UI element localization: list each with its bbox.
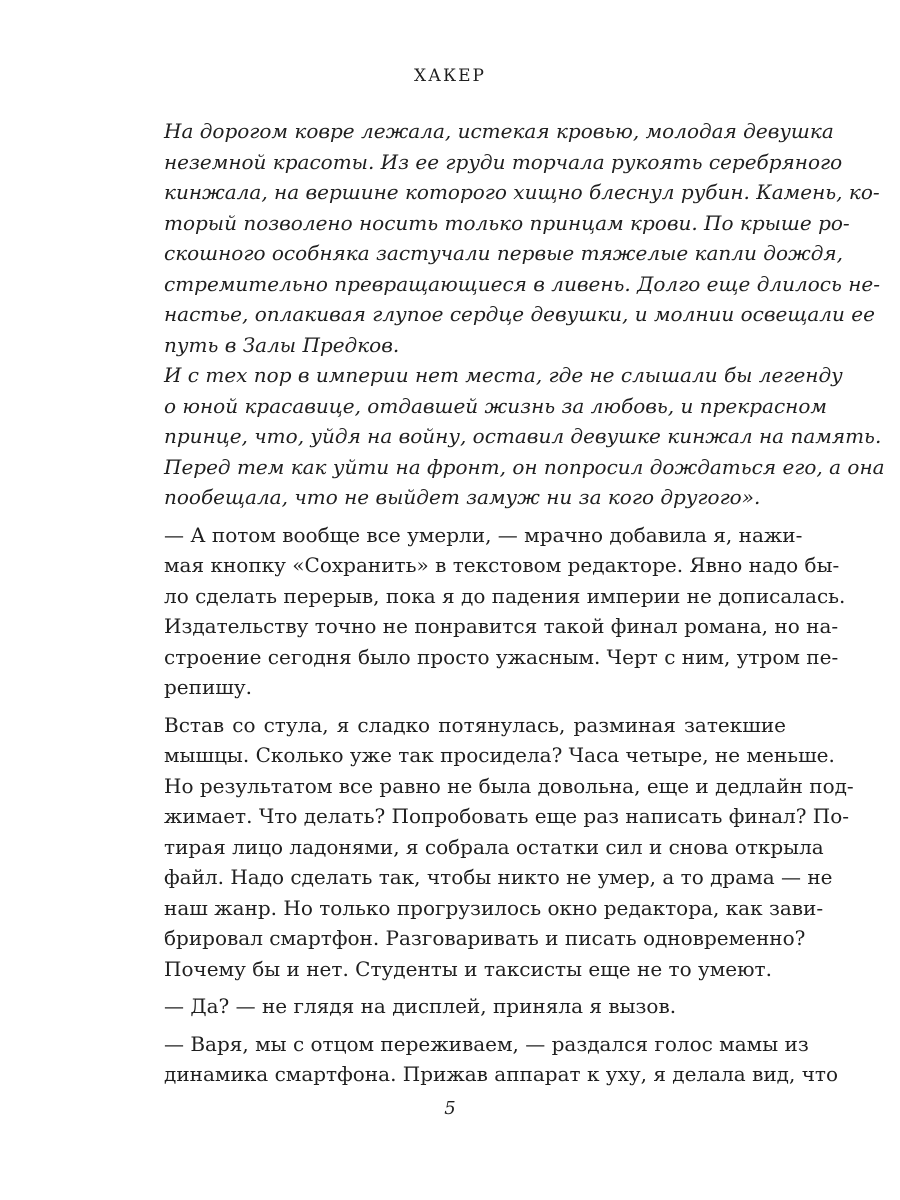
text-line: о юной красавице, отдавшей жизнь за любовь, и прекрасном: [164, 393, 827, 418]
text-line: И с тех пор в империи нет места, где не слышали бы легенду: [164, 363, 843, 387]
text-line: принце, что, уйдя на войну, оставил девушке кинжал на память.: [164, 424, 882, 448]
paragraph-stretch: [136, 710, 854, 985]
text-line: файл. Надо сделать так, чтобы никто не умер, а то драма — не: [164, 865, 833, 889]
page-number: 5: [444, 1098, 456, 1119]
text-line: — Варя, мы с отцом переживаем, — раздался голос мамы из: [164, 1031, 809, 1056]
paragraph-legend-1: [136, 116, 880, 360]
text-line: неземной красоты. Из ее груди торчала рукоять серебряного: [164, 149, 843, 174]
text-line: наш жанр. Но только прогрузилось окно редактора, как зави-: [164, 895, 824, 920]
text-line: жимает. Что делать? Попробовать еще раз написать финал? По-: [164, 804, 850, 828]
running-head: ХАКЕР: [414, 66, 486, 86]
text-line: Почему бы и нет. Студенты и таксисты еще не то умеют.: [164, 956, 772, 981]
text-line: мая кнопку «Сохранить» в текстовом редакторе. Явно надо бы-: [164, 553, 840, 577]
text-line: На дорогом ковре лежала, истекая кровью, молодая девушка: [164, 119, 834, 143]
paragraph-legend-2: [136, 360, 885, 513]
text-line: ло сделать перерыв, пока я до падения империи не дописалась.: [164, 583, 846, 608]
text-line: скошного особняка застучали первые тяжелые капли дождя,: [164, 241, 844, 265]
text-line: Но результатом все равно не была довольна, еще и дедлайн под-: [164, 773, 854, 798]
text-line: тирая лицо ладонями, я собрала остатки сил и снова открыла: [164, 834, 824, 859]
text-line: — Да? — не глядя на дисплей, приняла я вызов.: [164, 994, 677, 1018]
text-line: Встав со стула, я сладко потянулась, разминая затекшие: [164, 712, 786, 737]
text-line: пообещала, что не выйдет замуж ни за кого другого».: [164, 485, 761, 509]
text-line: кинжала, на вершине которого хищно блеснул рубин. Камень, ко-: [164, 180, 880, 204]
paragraph-mother: [136, 1029, 839, 1090]
text-line: стремительно превращающиеся в ливень. Долго еще длилось не-: [164, 271, 880, 296]
text-line: репишу.: [164, 675, 253, 699]
text-line: путь в Залы Предков.: [164, 332, 400, 357]
text-line: — А потом вообще все умерли, — мрачно добавила я, нажи-: [164, 522, 803, 547]
text-line: мышцы. Сколько уже так просидела? Часа четыре, не меньше.: [164, 743, 835, 767]
text-line: брировал смартфон. Разговаривать и писать одновременно?: [164, 926, 806, 950]
text-line: Издательству точно не понравится такой финал романа, но на-: [164, 614, 839, 638]
page-body: [136, 116, 885, 1090]
text-line: строение сегодня было просто ужасным. Черт с ним, утром пе-: [164, 644, 839, 669]
text-line: настье, оплакивая глупое сердце девушки, и молнии освещали ее: [164, 302, 875, 326]
paragraph-answer: [136, 991, 786, 1022]
text-line: динамика смартфона. Прижав аппарат к уху, я делала вид, что: [164, 1062, 839, 1086]
paragraph-save: [136, 520, 846, 703]
text-line: торый позволено носить только принцам крови. По крыше ро-: [164, 210, 850, 235]
text-line: Перед тем как уйти на фронт, он попросил дождаться его, а она: [164, 454, 885, 479]
